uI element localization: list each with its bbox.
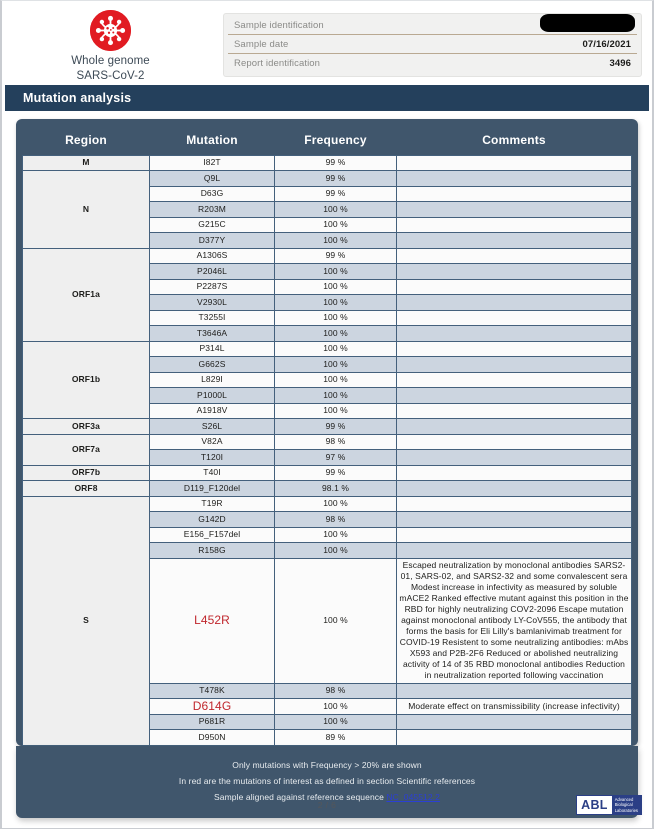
cell-mutation: T478K <box>150 683 275 699</box>
cell-comment <box>397 372 632 388</box>
cell-comment <box>397 310 632 326</box>
cell-comment <box>397 248 632 264</box>
cell-mutation: T19R <box>150 496 275 512</box>
cell-frequency: 100 % <box>275 310 397 326</box>
cell-mutation: D63G <box>150 186 275 202</box>
cell-comment <box>397 714 632 730</box>
reference-sequence-link[interactable]: NC_045512.2 <box>386 791 440 802</box>
abl-tag-line-1: Advanced <box>614 796 634 802</box>
cell-mutation: Q9L <box>150 171 275 187</box>
abl-logo-tagline <box>612 796 641 814</box>
brand-line-2: SARS-CoV-2 <box>76 70 145 82</box>
cell-mutation: I82T <box>150 155 275 171</box>
column-header-frequency: Frequency <box>275 125 397 155</box>
table-row <box>23 481 632 497</box>
brand-line-1: Whole genome <box>71 55 150 67</box>
cell-comment <box>397 388 632 404</box>
cell-mutation: L452R <box>150 558 275 683</box>
mutation-analysis-table <box>22 125 632 746</box>
cell-comment <box>397 496 632 512</box>
cell-region: ORF1b <box>23 341 150 419</box>
table-row <box>23 419 632 435</box>
cell-comment <box>397 264 632 280</box>
abl-logo-mark: ABL <box>577 796 612 814</box>
cell-mutation: A1306S <box>150 248 275 264</box>
cell-frequency: 100 % <box>275 558 397 683</box>
sample-date-label: Sample date <box>234 38 289 50</box>
cell-frequency: 100 % <box>275 357 397 373</box>
cell-mutation: R158G <box>150 543 275 559</box>
column-header-mutation: Mutation <box>150 125 275 155</box>
table-row <box>23 171 632 187</box>
cell-mutation: P314L <box>150 341 275 357</box>
cell-mutation: T3255I <box>150 310 275 326</box>
cell-mutation: R203M <box>150 202 275 218</box>
cell-mutation: V82A <box>150 434 275 450</box>
cell-comment <box>397 155 632 171</box>
cell-comment <box>397 357 632 373</box>
cell-region: ORF1a <box>23 248 150 341</box>
cell-frequency: 98 % <box>275 512 397 528</box>
meta-row-sample-date <box>228 35 637 54</box>
cell-comment <box>397 217 632 233</box>
cell-mutation: L829I <box>150 372 275 388</box>
cell-region: ORF3a <box>23 419 150 435</box>
cell-mutation: T120I <box>150 450 275 466</box>
cell-comment <box>397 295 632 311</box>
cell-mutation: D377Y <box>150 233 275 249</box>
cell-frequency: 100 % <box>275 295 397 311</box>
table-row <box>23 248 632 264</box>
cell-comment <box>397 481 632 497</box>
cell-frequency: 99 % <box>275 155 397 171</box>
cell-comment <box>397 419 632 435</box>
cell-comment <box>397 233 632 249</box>
meta-row-sample-identification <box>228 16 637 35</box>
cell-comment <box>397 341 632 357</box>
cell-comment <box>397 450 632 466</box>
cell-frequency: 100 % <box>275 714 397 730</box>
cell-frequency: 100 % <box>275 264 397 280</box>
cell-comment <box>397 403 632 419</box>
table-row <box>23 465 632 481</box>
cell-mutation: D950N <box>150 730 275 746</box>
footnote-line-2: In red are the mutations of interest as defined in section Scientific references <box>178 775 476 786</box>
cell-comment <box>397 202 632 218</box>
cell-frequency: 99 % <box>275 186 397 202</box>
abl-tag-line-2: Biological <box>614 802 633 808</box>
cell-comment <box>397 512 632 528</box>
cell-frequency: 99 % <box>275 419 397 435</box>
cell-frequency: 99 % <box>275 465 397 481</box>
sample-metadata-panel <box>223 13 642 77</box>
cell-frequency: 98 % <box>275 683 397 699</box>
cell-frequency: 100 % <box>275 233 397 249</box>
cell-frequency: 89 % <box>275 730 397 746</box>
cell-mutation: A1918V <box>150 403 275 419</box>
cell-frequency: 100 % <box>275 527 397 543</box>
cell-region: M <box>23 155 150 171</box>
cell-frequency: 100 % <box>275 699 397 715</box>
cell-frequency: 100 % <box>275 341 397 357</box>
cell-mutation: D119_F120del <box>150 481 275 497</box>
cell-mutation: D614G <box>150 699 275 715</box>
cell-region: S <box>23 496 150 745</box>
cell-frequency: 100 % <box>275 496 397 512</box>
footnote-line-3-prefix: Sample aligned against reference sequence <box>214 791 387 802</box>
table-row <box>23 155 632 171</box>
cell-comment <box>397 527 632 543</box>
section-title: Mutation analysis <box>23 91 132 105</box>
table-row <box>23 434 632 450</box>
redaction-mark <box>540 14 635 32</box>
sample-identification-label: Sample identification <box>234 19 324 31</box>
cell-mutation: G662S <box>150 357 275 373</box>
cell-comment <box>397 465 632 481</box>
cell-frequency: 100 % <box>275 372 397 388</box>
footnote-line-1: Only mutations with Frequency > 20% are shown <box>232 759 422 770</box>
cell-comment <box>397 326 632 342</box>
cell-comment: Moderate effect on transmissibility (increase infectivity) <box>397 699 632 715</box>
cell-frequency: 97 % <box>275 450 397 466</box>
cell-mutation: P2046L <box>150 264 275 280</box>
cell-frequency: 100 % <box>275 279 397 295</box>
cell-comment <box>397 543 632 559</box>
cell-mutation: P681R <box>150 714 275 730</box>
mutation-table-card <box>16 119 638 746</box>
cell-mutation: P2287S <box>150 279 275 295</box>
cell-region: ORF8 <box>23 481 150 497</box>
cell-region: N <box>23 171 150 249</box>
cell-frequency: 100 % <box>275 388 397 404</box>
report-identification-label: Report identification <box>234 58 321 69</box>
cell-frequency: 100 % <box>275 202 397 218</box>
meta-row-report-identification <box>228 54 637 73</box>
cell-mutation: E156_F157del <box>150 527 275 543</box>
cell-comment <box>397 730 632 746</box>
cell-mutation: G142D <box>150 512 275 528</box>
cell-frequency: 99 % <box>275 171 397 187</box>
cell-mutation: V2930L <box>150 295 275 311</box>
cell-region: ORF7a <box>23 434 150 465</box>
report-identification-value: 3496 <box>609 58 631 69</box>
brand-block <box>8 7 213 84</box>
cell-frequency: 100 % <box>275 543 397 559</box>
cell-mutation: G215C <box>150 217 275 233</box>
cell-frequency: 100 % <box>275 326 397 342</box>
cell-region: ORF7b <box>23 465 150 481</box>
cell-comment: Escaped neutralization by monoclonal antibodies SARS2-01, SARS-02, and SARS2-32 and some convalescent sera Modest increase in infectivity as measured by soluble mACE2 Ranked effective mutant against this position in the RBD for highly neutralizing COV2-2096 Escape mutation against monoclonal antibody LY-CoV555, the antibody that forms the basis for Eli Lilly's bamlanivimab treatment for COVID-19 Resistent to some neutralizing antibodies: mAbs X593 and P2B-2F6 Reduced or abolished neutralizing activity of 14 of 35 RBD monoclonal antibodies Reduction in neutralization reported following vaccination <box>397 558 632 683</box>
table-row <box>23 341 632 357</box>
cell-mutation: T3646A <box>150 326 275 342</box>
column-header-comments: Comments <box>397 125 632 155</box>
cell-frequency: 99 % <box>275 248 397 264</box>
table-row <box>23 496 632 512</box>
sample-date-value: 07/16/2021 <box>582 38 631 50</box>
cell-mutation: S26L <box>150 419 275 435</box>
cell-frequency: 100 % <box>275 403 397 419</box>
page-number: 2 / 6 <box>317 800 337 810</box>
cell-mutation: P1000L <box>150 388 275 404</box>
table-header-row <box>23 125 632 155</box>
cell-comment <box>397 186 632 202</box>
document-header <box>2 1 652 85</box>
page-footer <box>2 788 652 822</box>
abl-logo <box>576 795 642 815</box>
column-header-region: Region <box>23 125 150 155</box>
section-banner-mutation-analysis <box>5 85 649 111</box>
cell-comment <box>397 683 632 699</box>
cell-frequency: 98 % <box>275 434 397 450</box>
cell-frequency: 98.1 % <box>275 481 397 497</box>
coronavirus-icon <box>90 10 131 51</box>
cell-mutation: T40I <box>150 465 275 481</box>
cell-comment <box>397 434 632 450</box>
cell-comment <box>397 171 632 187</box>
abl-tag-line-3: Laboratories <box>614 807 638 813</box>
cell-comment <box>397 279 632 295</box>
brand-title <box>71 54 150 84</box>
mutation-table-body <box>23 155 632 745</box>
cell-frequency: 100 % <box>275 217 397 233</box>
